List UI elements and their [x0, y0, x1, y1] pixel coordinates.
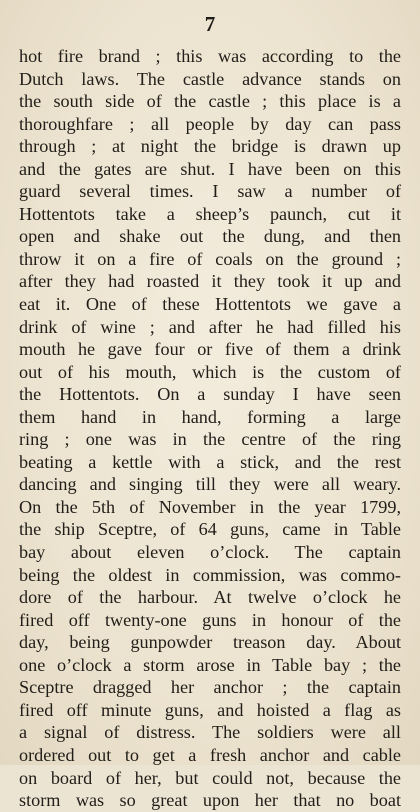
text-line: dancing and singing till they were all weary.	[19, 474, 401, 495]
text-line: a signal of distress. The soldiers were all	[19, 722, 401, 743]
text-line: dore of the harbour. At twelve o’clock he	[19, 587, 401, 608]
text-line: ring ; one was in the centre of the ring	[19, 429, 401, 450]
text-line: ordered out to get a fresh anchor and cable	[19, 744, 401, 765]
text-line: Dutch laws. The castle advance stands on	[19, 68, 401, 89]
text-line: being the oldest in commission, was commo-	[19, 564, 401, 585]
text-line: on board of her, but could not, because the	[19, 767, 401, 788]
text-line: throw it on a fire of coals on the ground ;	[19, 248, 401, 269]
text-line: them hand in hand, forming a large	[19, 406, 401, 427]
text-line: fired off twenty-one guns in honour of the	[19, 609, 401, 630]
text-line: mouth he gave four or five of them a drink	[19, 339, 401, 360]
text-line: the ship Sceptre, of 64 guns, came in Table	[19, 519, 401, 540]
text-line: out of his mouth, which is the custom of	[19, 361, 401, 382]
text-line: the Hottentots. On a sunday I have seen	[19, 384, 401, 405]
text-line: eat it. One of these Hottentots we gave a	[19, 294, 401, 315]
text-line: On the 5th of November in the year 1799,	[19, 496, 401, 517]
body-text	[19, 45, 401, 812]
text-line: and the gates are shut. I have been on this	[19, 158, 401, 179]
text-line: fired off minute guns, and hoisted a flag as	[19, 699, 401, 720]
text-line: thoroughfare ; all people by day can pass	[19, 113, 401, 134]
text-line: open and shake out the dung, and then	[19, 226, 401, 247]
text-line: one o’clock a storm arose in Table bay ; the	[19, 654, 401, 675]
text-line: bay about eleven o’clock. The captain	[19, 542, 401, 563]
text-line: the south side of the castle ; this place is a	[19, 91, 401, 112]
text-line: guard several times. I saw a number of	[19, 181, 401, 202]
text-line: Hottentots take a sheep’s paunch, cut it	[19, 203, 401, 224]
text-line: beating a kettle with a stick, and the rest	[19, 451, 401, 472]
text-line: after they had roasted it they took it up and	[19, 271, 401, 292]
text-line: drink of wine ; and after he had filled his	[19, 316, 401, 337]
text-line: through ; at night the bridge is drawn up	[19, 136, 401, 157]
page-number: 7	[204, 12, 216, 36]
text-line: day, being gunpowder treason day. About	[19, 632, 401, 653]
text-line: storm was so great upon her that no boat	[19, 790, 401, 811]
text-line: Sceptre dragged her anchor ; the captain	[19, 677, 401, 698]
text-line: hot fire brand ; this was according to the	[19, 46, 401, 66]
